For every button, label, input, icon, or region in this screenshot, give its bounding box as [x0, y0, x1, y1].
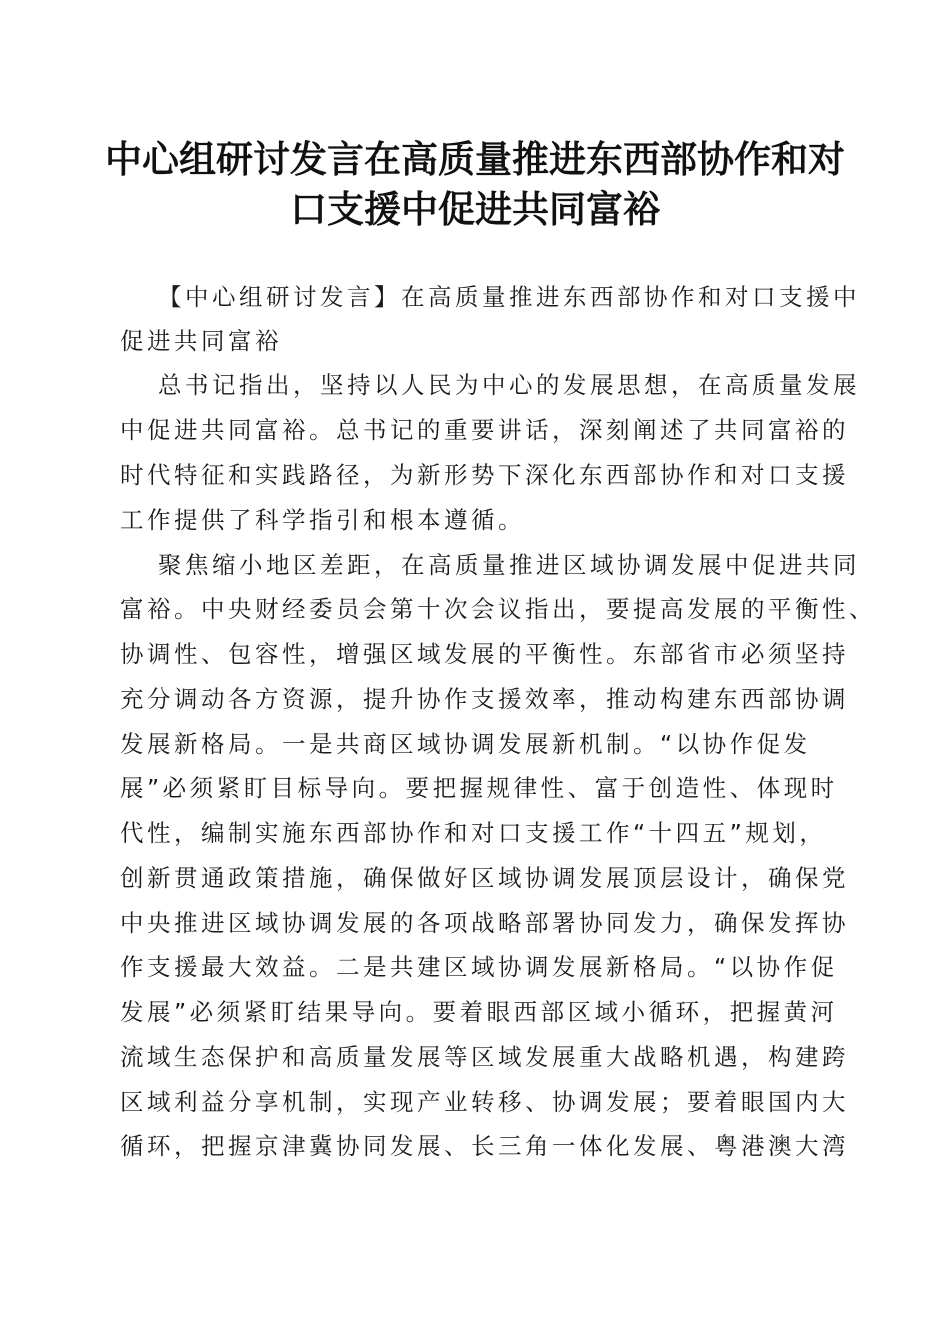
body-line: 时代特征和实践路径，为新形势下深化东西部协作和对口支援 — [120, 461, 849, 489]
body-line: 作支援最大效益。二是共建区域协调发展新格局。“以协作促 — [120, 953, 838, 981]
body-line: 发展新格局。一是共商区域协调发展新机制。“以协作促发 — [120, 730, 811, 758]
body-line: 【中心组研讨发言】在高质量推进东西部协作和对口支援中 — [158, 283, 860, 311]
body-line: 中央推进区域协调发展的各项战略部署协同发力，确保发挥协 — [120, 909, 849, 937]
body-line: 总书记指出，坚持以人民为中心的发展思想，在高质量发展 — [158, 371, 860, 399]
body-line: 循环，把握京津冀协同发展、长三角一体化发展、粤港澳大湾 — [120, 1132, 849, 1160]
body-line: 充分调动各方资源，提升协作支援效率，推动构建东西部协调 — [120, 685, 849, 713]
body-line: 发展”必须紧盯结果导向。要着眼西部区域小循环，把握黄河 — [120, 998, 838, 1026]
document-title — [100, 134, 850, 234]
body-line: 创新贯通政策措施，确保做好区域协调发展顶层设计，确保党 — [120, 864, 849, 892]
title-line-1: 中心组研讨发言在高质量推进东西部协作和对 — [105, 137, 845, 181]
body-line: 促进共同富裕 — [120, 327, 282, 355]
title-line-2: 口支援中促进共同富裕 — [290, 187, 660, 231]
body-line: 协调性、包容性，增强区域发展的平衡性。东部省市必须坚持 — [120, 640, 849, 668]
body-line: 展”必须紧盯目标导向。要把握规律性、富于创造性、体现时 — [120, 774, 838, 802]
body-line: 富裕。中央财经委员会第十次会议指出，要提高发展的平衡性、 — [120, 595, 876, 623]
body-line: 代性，编制实施东西部协作和对口支援工作“十四五”规划， — [120, 819, 827, 847]
body-line: 流域生态保护和高质量发展等区域发展重大战略机遇，构建跨 — [120, 1043, 849, 1071]
body-line: 中促进共同富裕。总书记的重要讲话，深刻阐述了共同富裕的 — [120, 416, 849, 444]
body-line: 工作提供了科学指引和根本遵循。 — [120, 506, 525, 534]
body-line: 区域利益分享机制，实现产业转移、协调发展；要着眼国内大 — [120, 1088, 849, 1116]
body-line: 聚焦缩小地区差距，在高质量推进区域协调发展中促进共同 — [158, 551, 860, 579]
